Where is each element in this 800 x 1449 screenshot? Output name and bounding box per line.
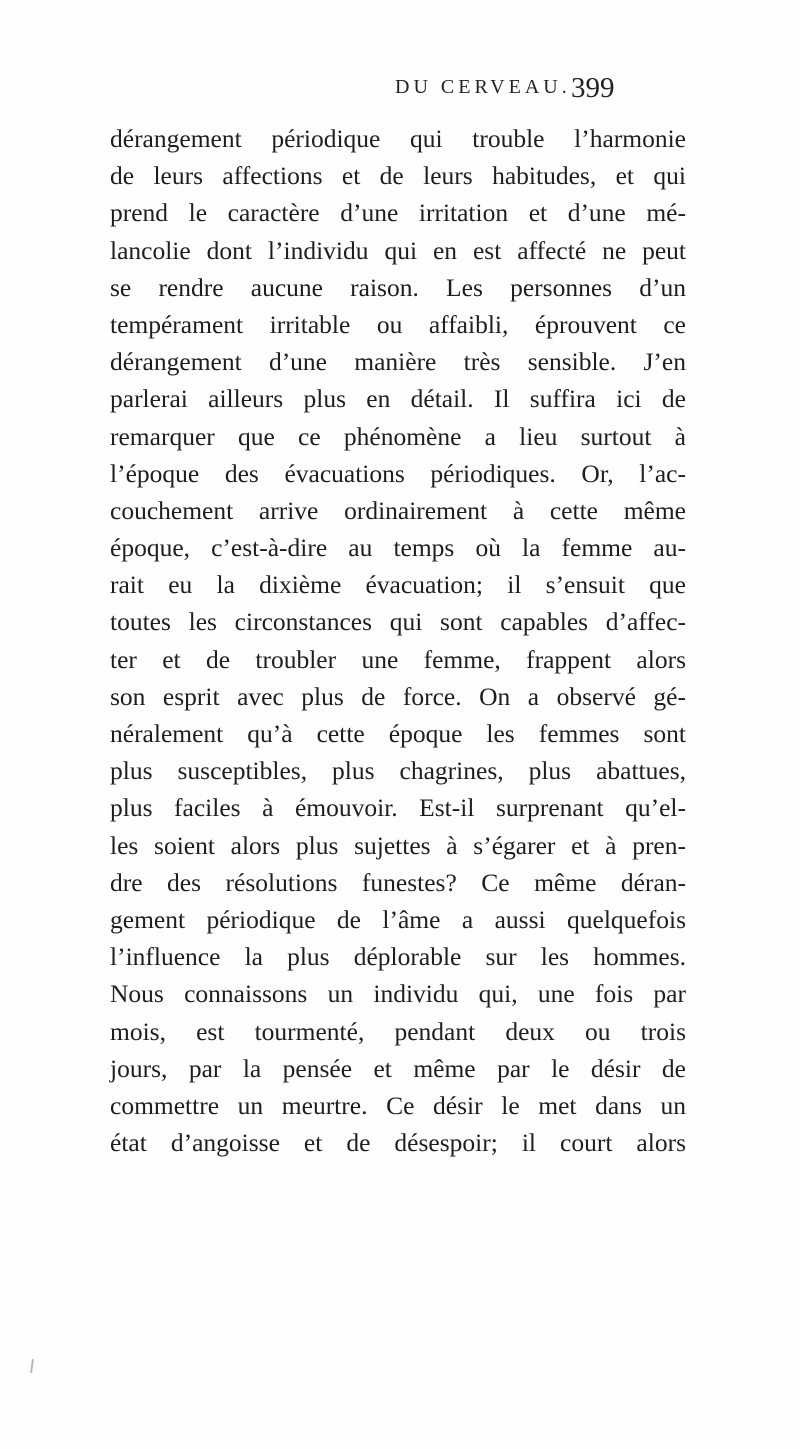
text-line: dérangement d’une manière très sensible. J’en (110, 347, 686, 377)
text-line: lancolie dont l’individu qui en est affecté ne peut (110, 235, 686, 265)
page-number: 399 (571, 72, 615, 104)
text-line: mois, est tourmenté, pendant deux ou trois (110, 1016, 686, 1046)
running-title: DU CERVEAU. (395, 76, 571, 98)
text-line: gement périodique de l’âme a aussi quelquefois (110, 904, 686, 934)
text-line: prend le caractère d’une irritation et d’une mé- (110, 198, 686, 228)
text-line: dre des résolutions funestes? Ce même déran- (110, 867, 686, 897)
text-line: Nous connaissons un individu qui, une fois par (110, 979, 686, 1009)
text-line: l’époque des évacuations périodiques. Or, l’ac- (110, 458, 686, 488)
text-line: rait eu la dixième évacuation; il s’ensuit que (110, 570, 686, 600)
text-line: plus faciles à émouvoir. Est-il surprenant qu’el- (110, 793, 686, 823)
text-line: couchement arrive ordinairement à cette même (110, 495, 686, 525)
text-line: toutes les circonstances qui sont capables d’affec- (110, 607, 686, 637)
text-line: époque, c’est-à-dire au temps où la femme au- (110, 533, 686, 563)
text-line: son esprit avec plus de force. On a observé gé- (110, 681, 686, 711)
text-line: jours, par la pensée et même par le désir de (110, 1053, 686, 1083)
text-line: ter et de troubler une femme, frappent alors (110, 644, 686, 674)
text-line: parlerai ailleurs plus en détail. Il suffira ici de (110, 384, 686, 414)
text-line: plus susceptibles, plus chagrines, plus abattues, (110, 756, 686, 786)
text-line: néralement qu’à cette époque les femmes sont (110, 719, 686, 748)
text-line: tempérament irritable ou affaibli, éprouvent ce (110, 309, 686, 339)
text-line: remarquer que ce phénomène a lieu surtout à (110, 421, 686, 451)
paper-blemish (30, 1359, 34, 1373)
text-line: l’influence la plus déplorable sur les hommes. (110, 942, 686, 972)
text-line: état d’angoisse et de désespoir; il court alors (110, 1128, 686, 1158)
text-line: les soient alors plus sujettes à s’égarer et à pren- (110, 830, 686, 860)
body-text (110, 120, 790, 1161)
text-line: dérangement périodique qui trouble l’harmonie (110, 124, 686, 153)
text-line: de leurs affections et de leurs habitudes, et qui (110, 161, 686, 191)
text-line: se rendre aucune raison. Les personnes d’un (110, 272, 686, 302)
text-line: commettre un meurtre. Ce désir le met dans un (110, 1090, 686, 1120)
running-head (0, 72, 800, 112)
